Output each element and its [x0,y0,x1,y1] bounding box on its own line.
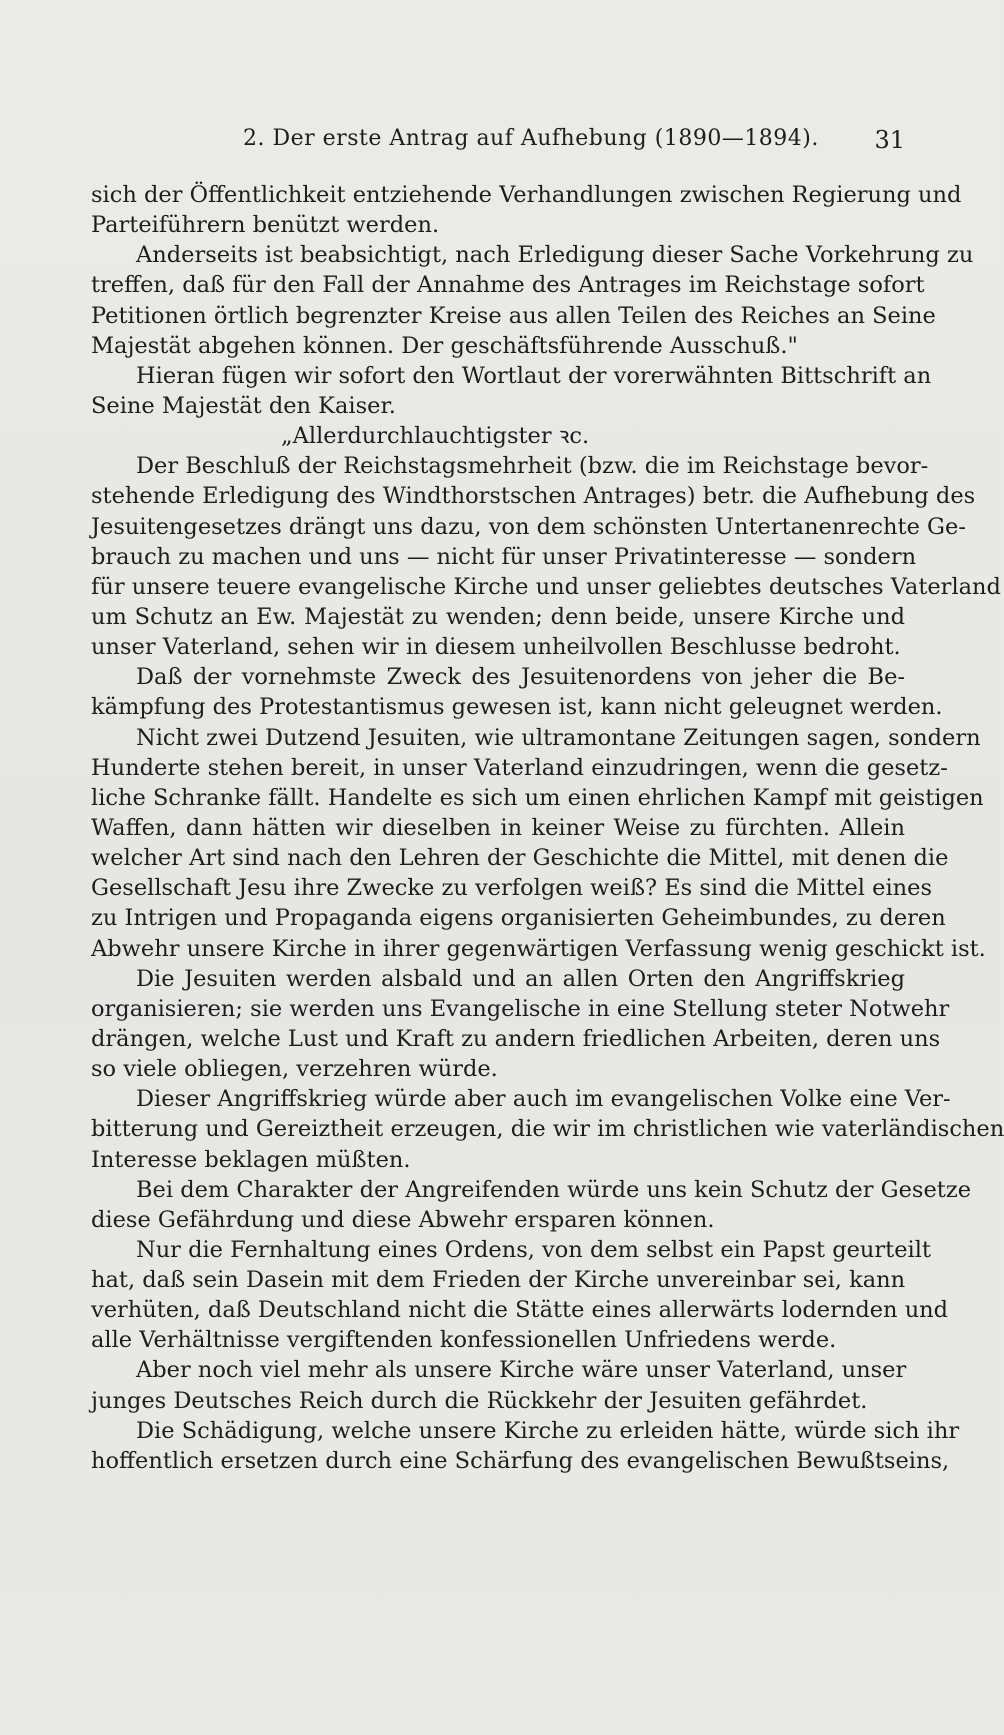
text-line: unser Vaterland, sehen wir in diesem unheilvollen Beschlusse bedroht. [91,634,901,661]
text-line: Die Jesuiten werden alsbald und an allen Orten den Angriffskrieg [136,965,905,992]
text-line: organisieren; sie werden uns Evangelische in eine Stellung steter Notwehr [91,995,950,1022]
text-line: Anderseits ist beabsichtigt, nach Erledigung dieser Sache Vorkehrung zu [136,242,974,269]
text-line: Waffen, dann hätten wir dieselben in keiner Weise zu fürchten. Allein [91,814,905,841]
text-line: Seine Majestät den Kaiser. [91,392,396,419]
text-line: Majestät abgehen können. Der geschäftsführende Ausschuß." [91,332,798,359]
body-text [91,180,1004,1476]
text-line: „Allerdurchlauchtigster ꝛc. [281,423,590,450]
text-line: sich der Öffentlichkeit entziehende Verhandlungen zwischen Regierung und [91,182,962,208]
text-line: bitterung und Gereiztheit erzeugen, die wir im christlichen wie vaterländischen [91,1116,1004,1143]
text-line: so viele obliegen, verzehren würde. [91,1056,498,1083]
text-line: Dieser Angriffskrieg würde aber auch im evangelischen Volke eine Ver- [136,1086,951,1113]
text-line: treffen, daß für den Fall der Annahme des Antrages im Reichstage sofort [91,272,925,299]
text-line: stehende Erledigung des Windthorstschen Antrages) betr. die Aufhebung des [91,483,976,510]
text-line: Parteiführern benützt werden. [91,212,440,239]
text-line: liche Schranke fällt. Handelte es sich um einen ehrlichen Kampf mit geistigen [91,784,984,811]
running-head: 2. Der erste Antrag auf Aufhebung (1890—1894). [243,126,819,151]
text-line: Hunderte stehen bereit, in unser Vaterland einzudringen, wenn die gesetz- [91,754,948,781]
text-line: brauch zu machen und uns — nicht für unser Privatinteresse — sondern [91,543,917,570]
text-line: junges Deutsches Reich durch die Rückkehr der Jesuiten gefährdet. [91,1387,868,1414]
text-line: Daß der vornehmste Zweck des Jesuitenordens von jeher die Be- [136,664,905,691]
text-line: Interesse beklagen müßten. [91,1146,411,1173]
text-line: Abwehr unsere Kirche in ihrer gegenwärtigen Verfassung wenig geschickt ist. [91,935,986,962]
text-line: Gesellschaft Jesu ihre Zwecke zu verfolgen weiß? Es sind die Mittel eines [91,875,933,902]
text-line: Nur die Fernhaltung eines Ordens, von dem selbst ein Papst geurteilt [136,1236,931,1263]
text-line: alle Verhältnisse vergiftenden konfessionellen Unfriedens werde. [91,1327,837,1354]
text-line: Petitionen örtlich begrenzter Kreise aus allen Teilen des Reiches an Seine [91,302,936,329]
text-line: hoffentlich ersetzen durch eine Schärfung des evangelischen Bewußtseins, [91,1447,950,1474]
page-header [91,126,905,160]
text-line: um Schutz an Ew. Majestät zu wenden; denn beide, unsere Kirche und [91,603,905,630]
text-line: Hieran fügen wir sofort den Wortlaut der vorerwähnten Bittschrift an [136,362,932,389]
text-line: Nicht zwei Dutzend Jesuiten, wie ultramontane Zeitungen sagen, sondern [136,724,981,751]
text-line: drängen, welche Lust und Kraft zu andern friedlichen Arbeiten, deren uns [91,1025,941,1052]
text-line: zu Intrigen und Propaganda eigens organisierten Geheimbundes, zu deren [91,905,946,932]
text-line: Der Beschluß der Reichstagsmehrheit (bzw. die im Reichstage bevor- [136,453,929,480]
text-line: für unsere teuere evangelische Kirche und unser geliebtes deutsches Vaterland [91,573,1001,600]
text-line: hat, daß sein Dasein mit dem Frieden der Kirche unvereinbar sei, kann [91,1267,906,1294]
text-line: Aber noch viel mehr als unsere Kirche wäre unser Vaterland, unser [136,1357,907,1384]
page-number: 31 [874,126,905,154]
text-line: diese Gefährdung und diese Abwehr ersparen können. [91,1206,715,1233]
text-line: verhüten, daß Deutschland nicht die Stätte eines allerwärts lodernden und [91,1297,949,1324]
text-line: welcher Art sind nach den Lehren der Geschichte die Mittel, mit denen die [91,845,949,872]
text-line: Die Schädigung, welche unsere Kirche zu erleiden hätte, würde sich ihr [136,1417,960,1444]
text-line: Bei dem Charakter der Angreifenden würde uns kein Schutz der Gesetze [136,1176,972,1203]
text-line: Jesuitengesetzes drängt uns dazu, von dem schönsten Untertanenrechte Ge- [91,513,966,540]
text-line: kämpfung des Protestantismus gewesen ist, kann nicht geleugnet werden. [91,694,943,721]
